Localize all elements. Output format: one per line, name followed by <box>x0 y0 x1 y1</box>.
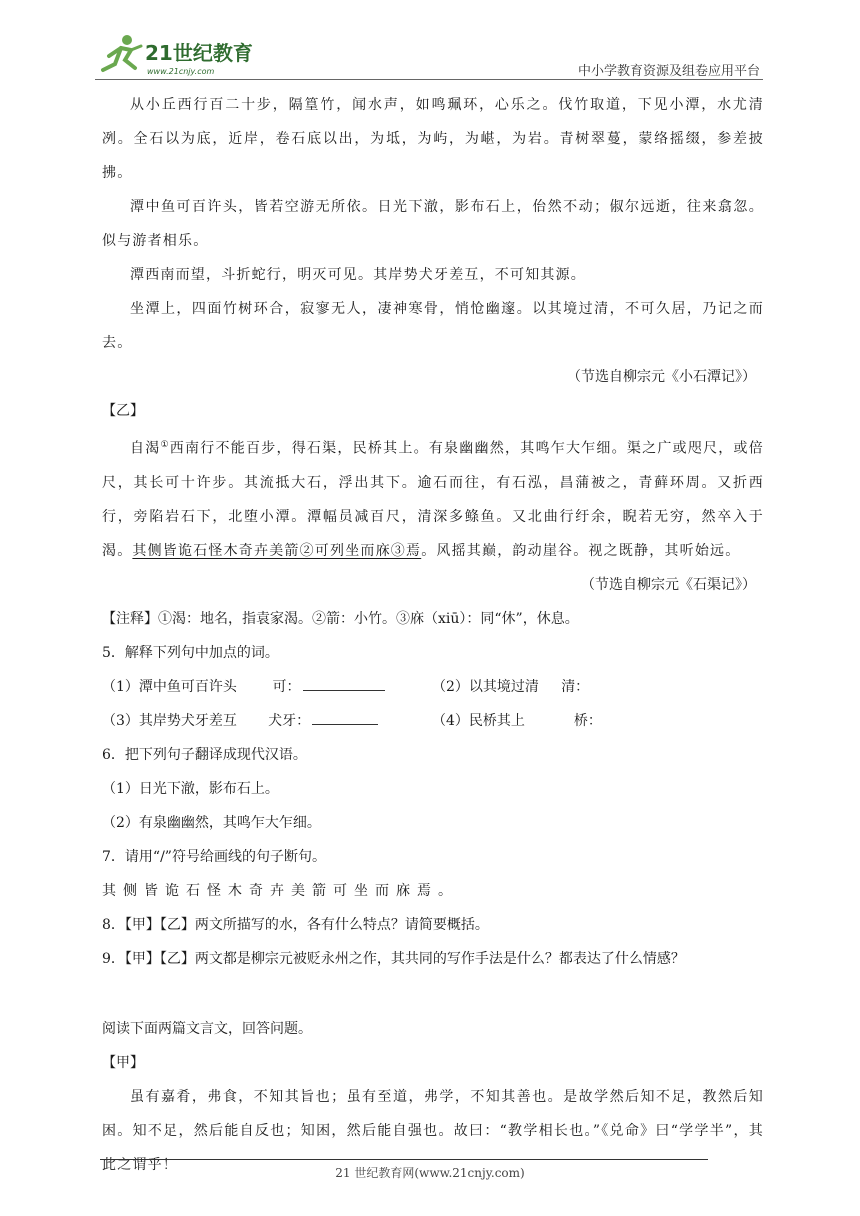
document-body <box>102 88 764 1182</box>
page-header <box>95 30 760 80</box>
yi-source: （节选自柳宗元《石渠记》） <box>581 576 756 593</box>
yi-label: 【乙】 <box>102 403 144 419</box>
question-7-sentence: 其侧皆诡石怪木奇卉美箭可坐而庥焉。 <box>102 882 459 899</box>
jia-paragraph-1: 从小丘西行百二十步，隔篁竹，闻水声，如鸣珮环，心乐之。伐竹取道，下见小潭，水尤清冽。全石以为底，近岸，卷石底以出，为坻，为屿，为嵁，为岩。青树翠蔓，蒙络摇缀，参差披拂。 <box>102 97 764 181</box>
logo-text: 21世纪教育 <box>145 41 253 65</box>
notes: 【注释】①渴：地名，指袁家渴。②箭：小竹。③庥（xiū）：同“休”，休息。 <box>102 610 579 627</box>
yi-paragraph: 自渴①西南行不能百步，得石渠，民桥其上。有泉幽幽然，其鸣乍大乍细。渠之广或咫尺，或倍尺，其长可十许步。其流抵大石，浮出其下。逾石而往，有石泓，昌蒲被之，青藓环周。又折西行，旁陷岩石下，北堕小潭。潭幅员减百尺，清深多鲦鱼。又北曲行纡余，睨若无穷，然卒入于渴。其侧皆诡石怪木奇卉美箭②可列坐而庥③焉。风摇其巅，韵动崖谷。视之既静，其听始远。 <box>102 440 764 559</box>
jia-source: （节选自柳宗元《小石潭记》） <box>567 369 756 385</box>
question-8: 8．【甲】【乙】两文所描写的水，各有什么特点？请简要概括。 <box>102 916 489 933</box>
logo-url: www.21cnjy.com <box>147 67 215 76</box>
underlined-sentence: 其侧皆诡石怪木奇卉美箭②可列坐而庥③焉 <box>132 542 422 559</box>
question-5-row-2: （3）其岸势犬牙差互 犬牙： （4）民桥其上 桥： <box>102 704 764 738</box>
jia-paragraph-2: 潭中鱼可百许头，皆若空游无所依。日光下澈，影布石上，佁然不动；俶尔远逝，往来翕忽。似与游者相乐。 <box>102 199 764 249</box>
jia2-label: 【甲】 <box>102 1054 144 1071</box>
next-reading-intro: 阅读下面两篇文言文，回答问题。 <box>102 1020 312 1037</box>
question-7-stem: 7．请用“/”符号给画线的句子断句。 <box>102 848 326 865</box>
question-9: 9．【甲】【乙】两文都是柳宗元被贬永州之作，其共同的写作手法是什么？都表达了什么情感？ <box>102 950 685 967</box>
answer-blank <box>312 706 378 725</box>
runner-icon <box>103 35 141 70</box>
header-divider <box>95 79 763 80</box>
question-5-stem: 5．解释下列句中加点的词。 <box>102 644 279 661</box>
question-6-item-2: （2）有泉幽幽然，其鸣乍大乍细。 <box>102 814 321 831</box>
answer-blank <box>303 672 385 691</box>
jia-paragraph-3: 潭西南而望，斗折蛇行，明灭可见。其岸势犬牙差互，不可知其源。 <box>130 267 586 283</box>
question-5-row-1: （1）潭中鱼可百许头 可： （2）以其境过清 清： <box>102 670 764 704</box>
site-logo <box>95 34 265 78</box>
jia-paragraph-4: 坐潭上，四面竹树环合，寂寥无人，凄神寒骨，悄怆幽邃。以其境过清，不可久居，乃记之而去。 <box>102 301 764 351</box>
footer-divider <box>100 1159 708 1160</box>
question-6-item-1: （1）日光下澈，影布石上。 <box>102 780 279 797</box>
page-footer: 21 世纪教育网(www.21cnjy.com) <box>335 1166 525 1180</box>
jia2-paragraph: 虽有嘉肴，弗食，不知其旨也；虽有至道，弗学，不知其善也。是故学然后知不足，教然后知困。知不足，然后能自反也；知困，然后能自强也。故曰：“教学相长也。”《兑命》曰“学学半”，其此之谓乎！ <box>102 1088 764 1173</box>
question-6-stem: 6．把下列句子翻译成现代汉语。 <box>102 746 307 763</box>
platform-name: 中小学教育资源及组卷应用平台 <box>577 64 760 79</box>
